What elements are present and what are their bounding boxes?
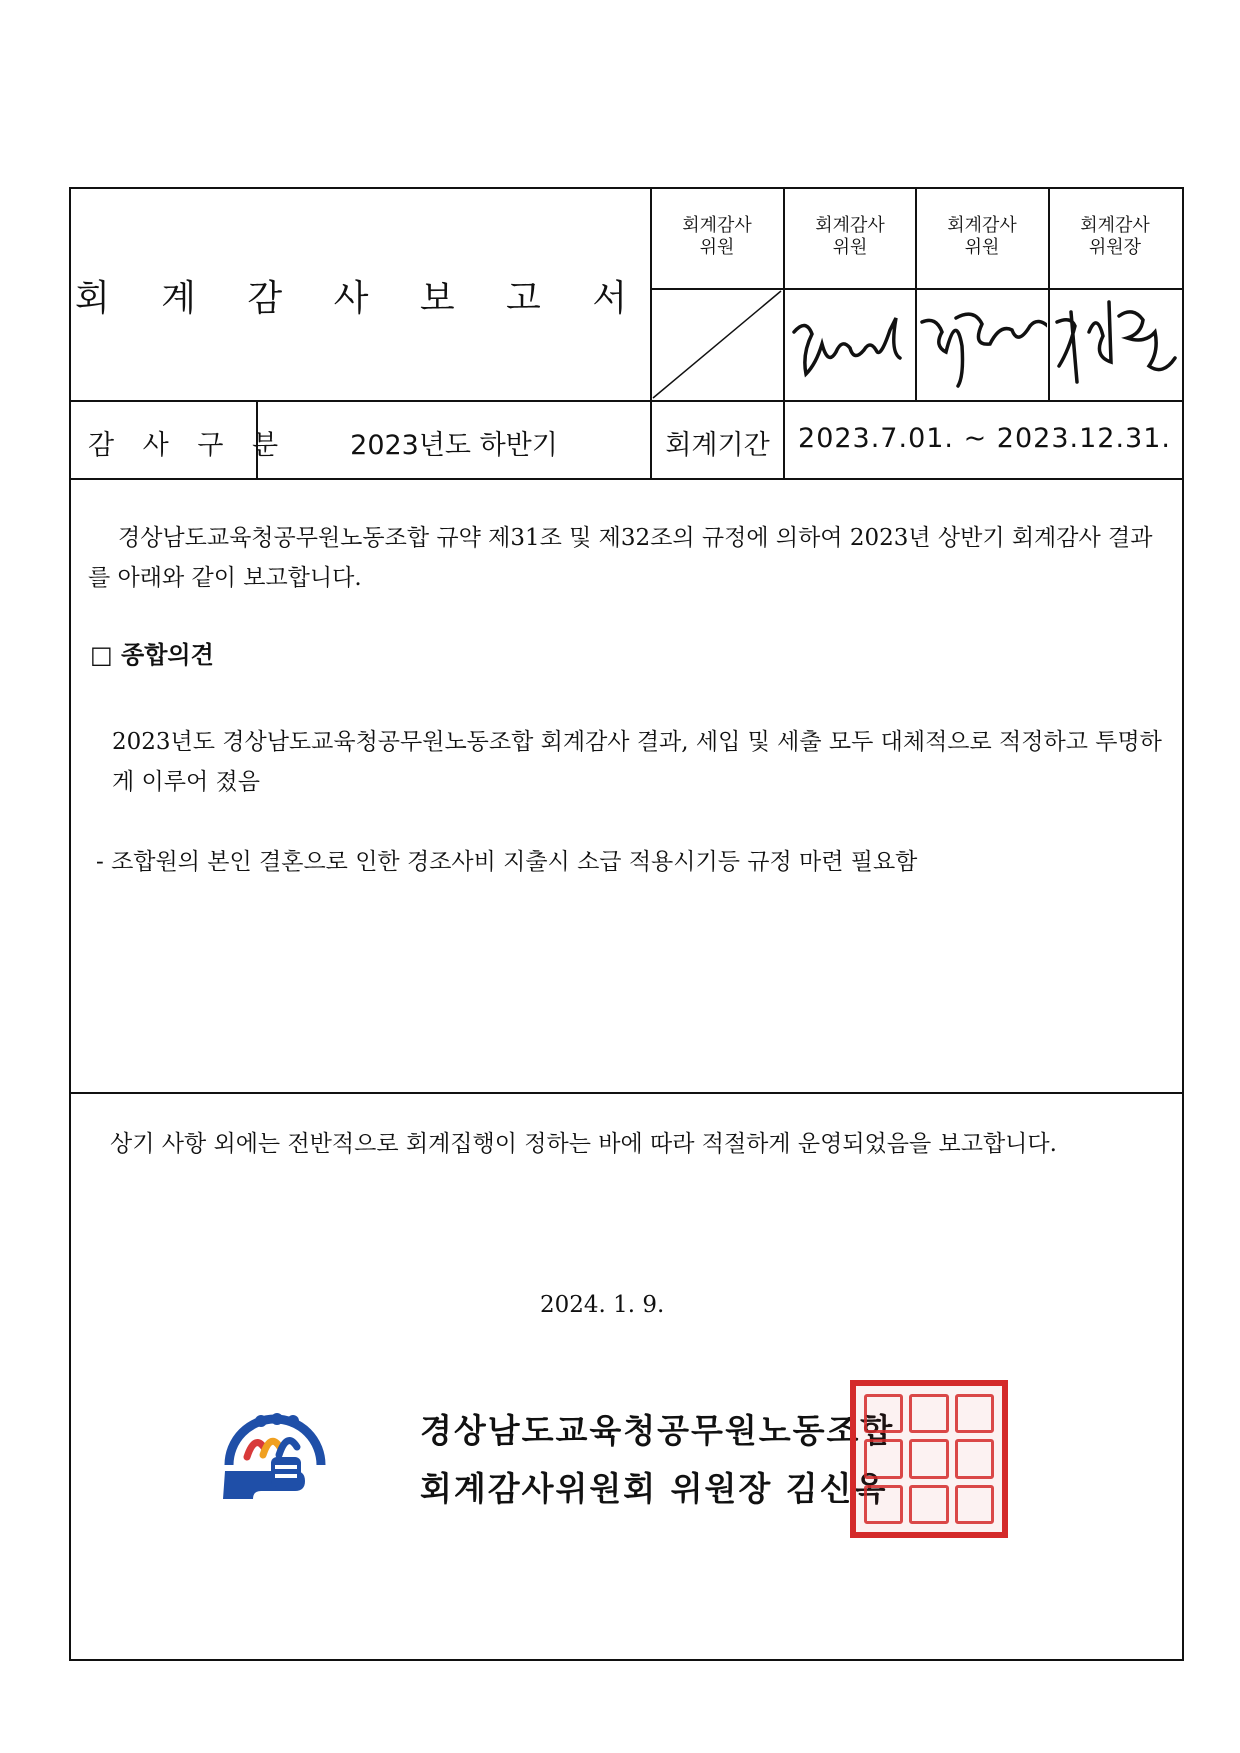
checkbox-icon: □ bbox=[90, 641, 113, 669]
period-value: 2023.7.01. ~ 2023.12.31. bbox=[798, 423, 1171, 454]
empty-signature-slash bbox=[651, 289, 783, 400]
page-title: 회 계 감 사 보 고 서 bbox=[74, 278, 648, 319]
org-name: 경상남도교육청공무원노동조합 bbox=[420, 1411, 895, 1450]
closing-paragraph: 상기 사항 외에는 전반적으로 회계집행이 정하는 바에 따라 적절하게 운영되었음을 보고합니다. bbox=[110, 1131, 1057, 1157]
header-divider bbox=[69, 400, 1184, 402]
body-footer-divider bbox=[69, 1092, 1184, 1094]
approver-heading-4: 회계감사 위원장 bbox=[1080, 215, 1150, 258]
category-label: 감 사 구 분 bbox=[88, 430, 289, 461]
opinion-paragraph: 2023년도 경상남도교육청공무원노동조합 회계감사 결과, 세입 및 세출 모두 대체적으로 적정하고 투명하게 이루어 졌음 bbox=[112, 729, 1162, 795]
section-title: 종합의견 bbox=[121, 641, 214, 669]
section-heading bbox=[90, 635, 214, 675]
report-date: 2024. 1. 9. bbox=[540, 1292, 665, 1318]
info-row-divider bbox=[69, 478, 1184, 480]
category-value: 2023년도 하반기 bbox=[350, 430, 558, 461]
signature-image-2 bbox=[916, 292, 1047, 398]
approver-heading-3: 회계감사 위원 bbox=[947, 215, 1017, 258]
period-label: 회계기간 bbox=[665, 430, 770, 461]
signature-image-3 bbox=[1049, 292, 1183, 398]
signer-name: 회계감사위원회 위원장 김신옥 bbox=[420, 1469, 888, 1508]
note-item: - 조합원의 본인 결혼으로 인한 경조사비 지출시 소급 적용시기등 규정 마련 필요함 bbox=[96, 849, 918, 875]
intro-paragraph: 경상남도교육청공무원노동조합 규약 제31조 및 제32조의 규정에 의하여 2023년 상반기 회계감사 결과를 아래와 같이 보고합니다. bbox=[88, 525, 1153, 591]
signature-image-1 bbox=[784, 292, 915, 398]
approver-heading-2: 회계감사 위원 bbox=[815, 215, 885, 258]
union-logo bbox=[215, 1395, 335, 1507]
approver-heading-1: 회계감사 위원 bbox=[682, 215, 752, 258]
official-seal-stamp bbox=[850, 1380, 1008, 1538]
